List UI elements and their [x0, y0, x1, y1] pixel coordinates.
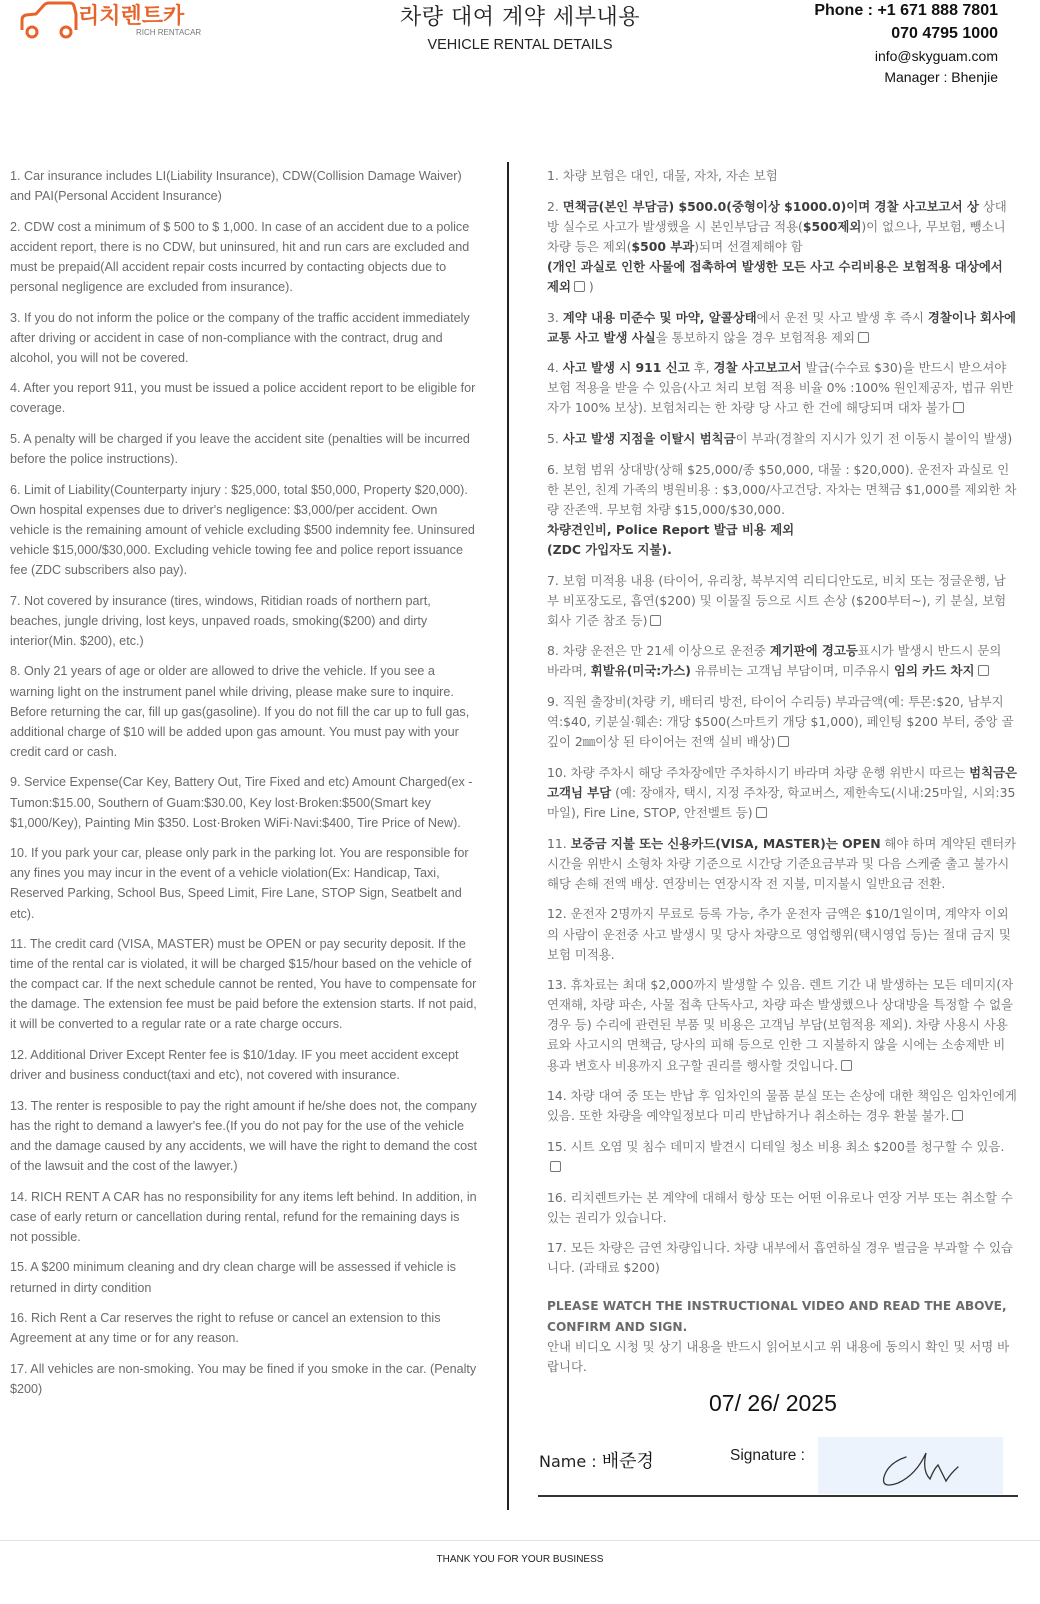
term-ko-2: 2. 면책금(본인 부담금) $500.0(중형이상 $1000.0)이며 경찰 사고보고서 상 상대방 실수로 사고가 발생했을 시 본인부담금 적용($500제외)이 없으나, 무보험, 뺑소니 차량 등은 제외($500 부과)되며 선결제해야 함 (개인 과실로 인한 사물에 접촉하여 발생한 모든 사고 수리비용은 보험적용 대상에서 제외 ): [547, 198, 1007, 294]
notice-korean: 안내 비디오 시청 및 상기 내용을 반드시 읽어보시고 위 내용에 동의시 확인 및 서명 바랍니다.: [547, 1338, 1010, 1374]
term-15-checkbox[interactable]: [550, 1161, 561, 1172]
term-10-checkbox[interactable]: [756, 807, 767, 818]
manager-name: Manager : Bhenjie: [884, 69, 998, 85]
term-ko-5: 5. 사고 발생 지점을 이탈시 범칙금이 부과(경찰의 지시가 있기 전 이동시 불이익 발생): [547, 431, 1013, 447]
term-en: 17. All vehicles are non-smoking. You may be fined if you smoke in the car. (Penalty $200): [10, 1361, 477, 1396]
term-en: 8. Only 21 years of age or older are allowed to drive the vehicle. If you see a warning light on the instrument panel while driving, please make sure to inquire. Before returning the car, fill up gas(gasoline). If you do not fill the car up to full gas, additional charge of $10 will be added upon gas amount. You must pay with your credit card or cash.: [10, 664, 470, 759]
term-ko-6: 6. 보험 범위 상대방(상해 $25,000/종 $50,000, 대물 : $20,000). 운전자 과실로 인한 본인, 친계 가족의 병원비용 : $3,000/사고건당. 자차는 면책금 $1,000를 제외한 차량 잔존액. 무보험 차량 $15,000/$30,000. 차량견인비, Police Report 발급 비용 제외 (ZDC 가입자도 지불).: [547, 461, 1017, 557]
terms-korean: [547, 166, 1017, 1377]
logo-ko-text: 리치렌트카: [78, 4, 185, 29]
term-en: 6. Limit of Liability(Counterparty injury : $25,000, total $50,000, Property $20,000). Own hospital expenses due to driver's negligence: $3,000/per accident. Own vehicle is the remaining amount of vehicle excluding $500 indemnity fee. Uninsured vehicle $15,000/$30,000. Excluding vehicle towing fee and police report issuance fee (ZDC subscribers also pay).: [10, 482, 475, 578]
term-en: 16. Rich Rent a Car reserves the right to refuse or cancel an extension to this Agreement at any time or for any reason.: [10, 1311, 441, 1346]
term-en: 13. The renter is resposible to pay the right amount if he/she does not, the company has the right to demand a lawyer's fee.(If you do not pay for the use of the vehicle and the damage caused by any accidents, we will have the right to demand the cost of the lawsuit and the cost of the lawyer.): [10, 1098, 477, 1174]
contract-date: 07/ 26/ 2025: [709, 1390, 837, 1416]
term-ko-16: 16. 리치렌트카는 본 계약에 대해서 항상 또는 어떤 이유로나 연장 거부 또는 취소할 수 있는 권리가 있습니다.: [547, 1189, 1013, 1225]
term-ko-9: 9. 직원 출장비(차량 키, 배터리 방전, 타이어 수리등) 부과금액(예: 투몬:$20, 남부지역:$40, 키분실·훼손: 개당 $500(스마트키 개당 $1,000), 페인팅 $200 부터, 중앙 골 깊이 2㎜이상 된 타이어는 전액 실비 배상): [547, 694, 1014, 750]
term-13-checkbox[interactable]: [841, 1060, 852, 1071]
footer-divider: [0, 1540, 1040, 1541]
term-ko-13: 13. 휴차료는 최대 $2,000까지 발생할 수 있음. 렌트 기간 내 발생하는 모든 데미지(자연재해, 차량 파손, 사물 접촉 단독사고, 차량 파손 발생했으나 상대방을 특정할 수 없을 경우 등) 수리에 관련된 부품 및 비용은 고객님 부담(보험적용 제외). 차량 사용시 사용료와 사고시의 면책금, 당사의 피해 등으로 인한 그 지불하지 않을 시에는 소송제반 비용과 변호사 비용까지 요구할 권리를 행사할 것입니다.: [547, 977, 1014, 1073]
phone-secondary: 070 4795 1000: [891, 25, 998, 42]
term-en: 12. Additional Driver Except Renter fee is $10/1day. IF you meet accident except driver and business conduct(taxi and etc), not covered with insurance.: [10, 1048, 459, 1083]
term-4-checkbox[interactable]: [953, 402, 964, 413]
term-en: 11. The credit card (VISA, MASTER) must be OPEN or pay security deposit. If the time of the rental car is violated, it will be charged $15/hour based on the vehicle of the compact car. If the next schedule cannot be rented, You have to compensate for the damage. The extension fee must be paid before the extension starts. If not paid, it will be converted to a regular rate or a rate charge occurs.: [10, 937, 477, 1032]
sign-notice: [547, 1296, 1017, 1376]
signature-label: Signature :: [730, 1447, 805, 1464]
signature-stroke-icon: [818, 1437, 1003, 1494]
term-ko-17: 17. 모든 차량은 금연 차량입니다. 차량 내부에서 흡연하실 경우 벌금을 부과할 수 있습니다. (과태료 $200): [547, 1240, 1013, 1276]
title-korean: 차량 대여 계약 세부내용: [399, 5, 640, 30]
term-ko-3: 3. 계약 내용 미준수 및 마약, 알콜상태에서 운전 및 사고 발생 후 즉시 경찰이나 회사에 교통 사고 발생 사실을 통보하지 않을 경우 보험적용 제외: [547, 309, 1016, 345]
term-en: 7. Not covered by insurance (tires, windows, Ritidian roads of northern part, beaches, jungle driving, lost keys, unpaved roads, smoking($200) and dirty interior(Min. $200), etc.): [10, 593, 431, 648]
signature-pad[interactable]: [818, 1437, 1003, 1494]
term-ko-15: 15. 시트 오염 및 침수 데미지 발견시 디테일 청소 비용 최소 $200를 청구할 수 있음.: [547, 1137, 1017, 1177]
term-en: 2. CDW cost a minimum of $ 500 to $ 1,000. In case of an accident due to a police accident report, there is no CDW, but uninsured, hit and run cars are excluded and must be prepaid(All accident repair costs incurred by contacting objects due to personal negligence are excluded from insurance).: [10, 219, 470, 294]
renter-name: [539, 1447, 654, 1473]
term-ko-1: 1. 차량 보험은 대인, 대물, 자차, 자손 보험: [547, 168, 778, 183]
term-ko-7: 7. 보험 미적용 내용 (타이어, 유리창, 북부지역 리티디안도로, 비치 또는 정글운행, 남부 비포장도로, 흡연($200) 및 이물질 등으로 시트 손상 ($200부터~), 키 분실, 보험회사 기준 참조 등): [547, 572, 1007, 628]
terms-english: [10, 166, 480, 1409]
email-address: info@skyguam.com: [874, 48, 998, 64]
term-ko-11: 11. 보증금 지불 또는 신용카드(VISA, MASTER)는 OPEN 해야 하며 계약된 렌터카 시간을 위반시 소형차 차량 기준으로 시간당 기준요금부과 및 다음 스케줄 출고 불가시 해당 손해 전액 배상. 연장비는 연장시작 전 지불, 미지불시 일반요금 전환.: [547, 835, 1017, 891]
term-14-checkbox[interactable]: [952, 1110, 963, 1121]
notice-english: PLEASE WATCH THE INSTRUCTIONAL VIDEO AND READ THE ABOVE, CONFIRM AND SIGN.: [547, 1299, 1007, 1334]
term-ko-4: 4. 사고 발생 시 911 신고 후, 경찰 사고보고서 발급(수수료 $30)을 반드시 받으셔야 보험 적용을 받을 수 있음(사고 처리 보험 적용 비율 0% :100% 원인제공자, 법규 위반자가 100% 보상). 보험처리는 한 차량 당 사고 한 건에 해당되며 대차 불가: [547, 360, 1014, 416]
name-label: Name :: [539, 1452, 602, 1471]
term-en: 1. Car insurance includes LI(Liability Insurance), CDW(Collision Damage Waiver) and PAI(Personal Accident Insurance): [10, 169, 462, 204]
contact-block: [814, 0, 998, 88]
footer-text: THANK YOU FOR YOUR BUSINESS: [436, 1554, 604, 1565]
term-8-checkbox[interactable]: [978, 665, 989, 676]
signature-underline: [538, 1495, 1018, 1497]
term-en: 14. RICH RENT A CAR has no responsibility for any items left behind. In addition, in case of early return or cancellation during rental, refund for the remaining days is not possible.: [10, 1189, 477, 1244]
title-english: VEHICLE RENTAL DETAILS: [427, 37, 613, 53]
term-en: 3. If you do not inform the police or the company of the traffic accident immediately after driving or accident in case of non-compliance with the contract, drug and alcohol, you will not be covered.: [10, 310, 470, 365]
logo-en-text: RICH RENTACAR: [136, 28, 202, 37]
name-value: 배준경: [601, 1451, 654, 1472]
term-3-checkbox[interactable]: [858, 332, 869, 343]
term-7-checkbox[interactable]: [650, 615, 661, 626]
term-en: 10. If you park your car, please only park in the parking lot. You are responsible for any fines you may incur in the event of a vehicle violation(Ex: Handicap, Taxi, Reserved Parking, School Bus, Speed Limit, Fire Lane, STOP Sign, Seatbelt and etc).: [10, 846, 469, 921]
term-en: 9. Service Expense(Car Key, Battery Out, Tire Fixed and etc) Amount Charged(ex - Tumon:$15.00, Southern of Guam:$30.00, Key lost·Broken:$500(Smart key $1,000/Key), Painting Min $350. Lost·Broken WiFi·Navi:$400, Tire Price of New).: [10, 775, 473, 830]
term-en: 4. After you report 911, you must be issued a police accident report to be eligible for coverage.: [10, 381, 476, 416]
term-2-checkbox[interactable]: [574, 281, 585, 292]
term-en: 15. A $200 minimum cleaning and dry clean charge will be assessed if vehicle is returned in dirty condition: [10, 1260, 456, 1295]
term-ko-10: 10. 차량 주차시 해당 주차장에만 주차하시기 바라며 차량 운행 위반시 따르는 범칙금은 고객님 부담 (예: 장애자, 택시, 지정 주차장, 학교버스, 제한속도(시내:25마일, 시외:35마일), Fire Line, STOP, 안전벨트 등): [547, 764, 1018, 821]
term-en: 5. A penalty will be charged if you leave the accident site (penalties will be incurred before the police instructions).: [10, 432, 470, 467]
term-9-checkbox[interactable]: [778, 736, 789, 747]
column-divider: [507, 162, 509, 1510]
term-ko-12: 12. 운전자 2명까지 무료로 등록 가능, 추가 운전자 금액은 $10/1일이며, 계약자 이외의 사람이 운전중 사고 발생시 및 당사 차량으로 영업행위(택시영업 등)는 절대 금지 및 보험 미적용.: [547, 906, 1011, 962]
phone-primary: Phone : +1 671 888 7801: [814, 2, 998, 19]
term-ko-8: 8. 차량 운전은 만 21세 이상으로 운전중 계기판에 경고등표시가 발생시 반드시 문의 바라며, 휘발유(미국:가스) 유류비는 고객님 부담이며, 미주유시 임의 카드 차지: [547, 643, 1002, 679]
term-ko-14: 14. 차량 대여 중 또는 반납 후 임차인의 물품 분실 또는 손상에 대한 책임은 임차인에게 있음. 또한 차량을 예약일정보다 미리 반납하거나 취소하는 경우 환불 불가.: [547, 1088, 1017, 1124]
